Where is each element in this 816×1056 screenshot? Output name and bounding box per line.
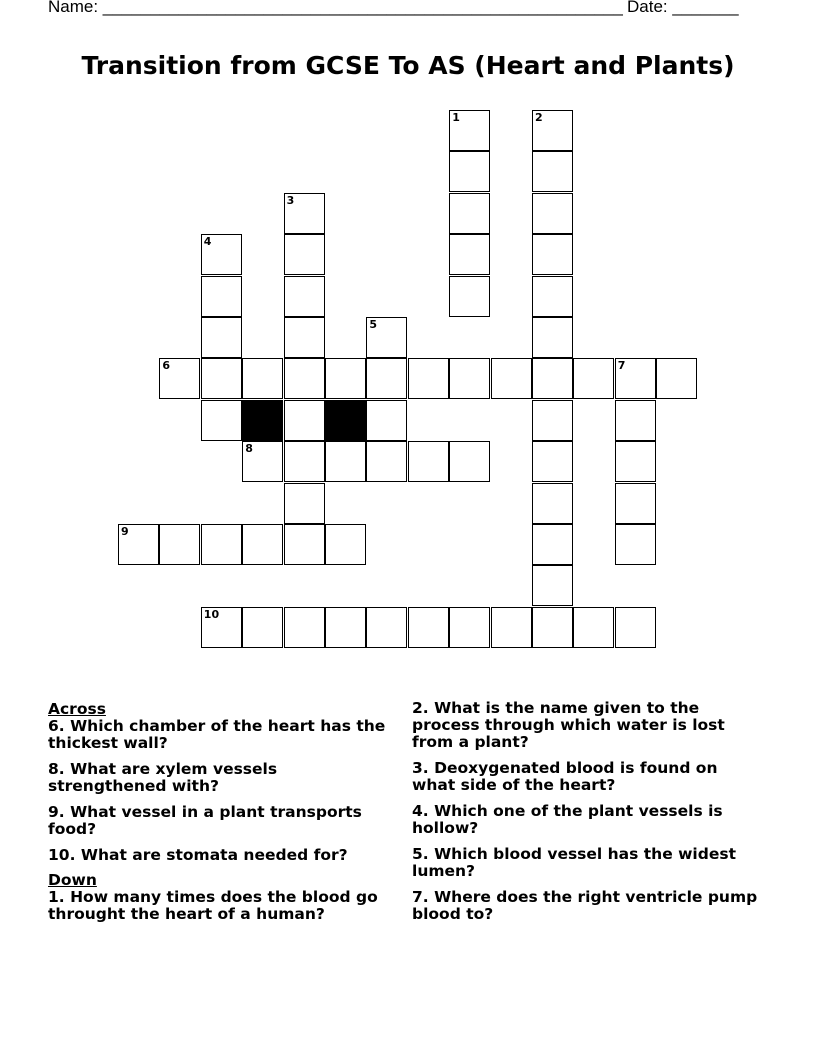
crossword-block	[242, 400, 283, 441]
crossword-cell[interactable]	[284, 400, 325, 441]
crossword-cell[interactable]	[242, 441, 283, 482]
clue-text: Which blood vessel has the widest lumen?	[412, 845, 736, 880]
crossword-cell[interactable]	[118, 524, 159, 565]
crossword-cell[interactable]	[201, 607, 242, 648]
crossword-cell[interactable]	[615, 483, 656, 524]
crossword-block	[325, 400, 366, 441]
crossword-cell[interactable]	[201, 358, 242, 399]
crossword-cell[interactable]	[284, 483, 325, 524]
crossword-cell[interactable]	[573, 358, 614, 399]
crossword-cell[interactable]	[325, 524, 366, 565]
crossword-cell[interactable]	[366, 317, 407, 358]
crossword-cell[interactable]	[491, 358, 532, 399]
crossword-cell[interactable]	[449, 234, 490, 275]
crossword-cell[interactable]	[532, 400, 573, 441]
crossword-cell[interactable]	[449, 193, 490, 234]
clue-number: 10.	[48, 846, 81, 864]
cell-number: 7	[617, 359, 626, 373]
crossword-cell[interactable]	[615, 358, 656, 399]
crossword-cell[interactable]	[532, 441, 573, 482]
cell-number: 2	[535, 111, 543, 124]
crossword-cell[interactable]	[325, 358, 366, 399]
across-heading: Across	[48, 700, 106, 718]
crossword-cell[interactable]	[532, 276, 573, 317]
clues-right-column	[412, 700, 762, 932]
crossword-cell[interactable]	[201, 524, 242, 565]
clue-item	[412, 803, 762, 837]
clue-number: 6.	[48, 717, 71, 735]
clue-number: 8.	[48, 760, 71, 778]
crossword-cell[interactable]	[615, 607, 656, 648]
crossword-cell[interactable]	[449, 110, 490, 151]
down-clue-list-left	[48, 889, 398, 923]
date-field-label: Date: _______	[627, 0, 739, 16]
crossword-cell[interactable]	[242, 524, 283, 565]
clue-text: What vessel in a plant transports food?	[48, 803, 362, 838]
crossword-cell[interactable]	[284, 193, 325, 234]
page-title: Transition from GCSE To AS (Heart and Plants)	[81, 51, 735, 80]
crossword-cell[interactable]	[284, 234, 325, 275]
clue-text: Which chamber of the heart has the thickest wall?	[48, 717, 386, 752]
crossword-cell[interactable]	[532, 317, 573, 358]
crossword-cell[interactable]	[449, 358, 490, 399]
clue-item	[48, 718, 398, 752]
crossword-cell[interactable]	[366, 358, 407, 399]
crossword-cell[interactable]	[284, 358, 325, 399]
clue-item	[48, 804, 398, 838]
crossword-cell[interactable]	[201, 234, 242, 275]
clue-number: 5.	[412, 845, 435, 863]
cell-number: 1	[452, 111, 460, 124]
crossword-cell[interactable]	[284, 441, 325, 482]
crossword-cell[interactable]	[408, 358, 449, 399]
crossword-cell[interactable]	[532, 151, 573, 192]
crossword-cell[interactable]	[532, 193, 573, 234]
crossword-cell[interactable]	[201, 400, 242, 441]
cell-number: 6	[162, 359, 171, 373]
clue-text: Which one of the plant vessels is hollow?	[412, 802, 723, 837]
clue-text: What are stomata needed for?	[80, 846, 348, 864]
clue-item	[412, 889, 762, 923]
crossword-cell[interactable]	[366, 607, 407, 648]
crossword-cell[interactable]	[449, 276, 490, 317]
crossword-cell[interactable]	[449, 151, 490, 192]
crossword-cell[interactable]	[532, 483, 573, 524]
crossword-cell[interactable]	[366, 400, 407, 441]
cell-number: 9	[121, 525, 129, 538]
crossword-cell[interactable]	[201, 317, 242, 358]
clue-text: Deoxygenated blood is found on what side of the heart?	[412, 759, 718, 794]
cell-number: 10	[203, 607, 220, 621]
crossword-cell[interactable]	[242, 358, 283, 399]
crossword-cell[interactable]	[284, 317, 325, 358]
clue-item	[48, 847, 398, 864]
clue-item	[412, 700, 762, 751]
clue-item	[48, 761, 398, 795]
clue-text: What are xylem vessels strengthened with?	[48, 760, 278, 795]
clue-number: 3.	[412, 759, 435, 777]
crossword-cell[interactable]	[159, 358, 200, 399]
clue-number: 1.	[48, 888, 71, 906]
crossword-cell[interactable]	[449, 441, 490, 482]
crossword-cell[interactable]	[573, 607, 614, 648]
crossword-cell[interactable]	[284, 524, 325, 565]
clue-number: 7.	[412, 888, 435, 906]
clue-item	[412, 846, 762, 880]
cell-number: 3	[286, 193, 295, 207]
crossword-cell[interactable]	[532, 565, 573, 606]
clue-number: 2.	[412, 699, 435, 717]
crossword-cell[interactable]	[366, 441, 407, 482]
cell-number: 4	[203, 235, 212, 249]
crossword-cell[interactable]	[615, 400, 656, 441]
name-field-label: Name: _______________________________________________________	[48, 0, 623, 16]
crossword-cell[interactable]	[532, 607, 573, 648]
down-clue-list-right	[412, 700, 762, 923]
crossword-cell[interactable]	[408, 441, 449, 482]
clue-text: What is the name given to the process through which water is lost from a plant?	[412, 699, 725, 751]
cell-number: 5	[369, 318, 378, 331]
crossword-cell[interactable]	[284, 276, 325, 317]
crossword-cell[interactable]	[408, 607, 449, 648]
crossword-cell[interactable]	[615, 441, 656, 482]
crossword-cell[interactable]	[532, 110, 573, 151]
crossword-cell[interactable]	[532, 524, 573, 565]
crossword-cell[interactable]	[615, 524, 656, 565]
cell-number: 8	[245, 442, 253, 456]
clue-text: Where does the right ventricle pump blood to?	[412, 888, 758, 923]
clue-number: 4.	[412, 802, 435, 820]
crossword-cell[interactable]	[532, 358, 573, 399]
crossword-cell[interactable]	[325, 441, 366, 482]
clue-number: 9.	[48, 803, 71, 821]
clue-item	[48, 889, 398, 923]
crossword-cell[interactable]	[491, 607, 532, 648]
clue-item	[412, 760, 762, 794]
clue-text: How many times does the blood go throught the heart of a human?	[48, 888, 378, 923]
crossword-cell[interactable]	[532, 234, 573, 275]
down-heading: Down	[48, 871, 97, 889]
crossword-cell[interactable]	[242, 607, 283, 648]
crossword-cell[interactable]	[449, 607, 490, 648]
clues-left-column	[48, 700, 398, 932]
crossword-cell[interactable]	[159, 524, 200, 565]
crossword-cell[interactable]	[656, 358, 697, 399]
across-clue-list	[48, 718, 398, 864]
crossword-cell[interactable]	[325, 607, 366, 648]
crossword-cell[interactable]	[284, 607, 325, 648]
crossword-cell[interactable]	[201, 276, 242, 317]
